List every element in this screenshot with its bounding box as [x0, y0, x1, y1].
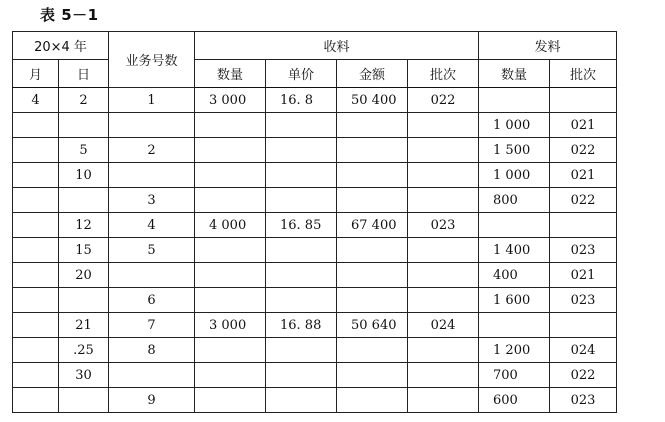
month-cell	[13, 138, 59, 163]
txn-number-cell	[109, 113, 195, 138]
receipt-price-cell	[266, 188, 337, 213]
issue-qty-cell: 700	[479, 363, 550, 388]
issue-batch-cell: 023	[550, 238, 617, 263]
month-cell	[13, 313, 59, 338]
receipt-amount-cell	[337, 288, 408, 313]
day-cell: 5	[59, 138, 109, 163]
receipt-amount-cell	[337, 388, 408, 413]
ledger-body	[13, 88, 617, 413]
txn-number-cell	[109, 163, 195, 188]
issue-qty-cell: 1 000	[479, 113, 550, 138]
receipt-qty-cell	[195, 163, 266, 188]
table-row	[13, 213, 617, 238]
receipt-price-cell	[266, 163, 337, 188]
day-cell: 21	[59, 313, 109, 338]
txn-number-cell	[109, 363, 195, 388]
issue-batch-cell: 021	[550, 163, 617, 188]
issue-batch-cell: 022	[550, 363, 617, 388]
day-cell	[59, 288, 109, 313]
receipt-batch-cell	[408, 163, 479, 188]
receipt-batch-cell	[408, 113, 479, 138]
month-cell	[13, 163, 59, 188]
txn-number-cell: 6	[109, 288, 195, 313]
receipt-batch-cell: 022	[408, 88, 479, 113]
receipt-amount-cell	[337, 363, 408, 388]
issue-qty-cell: 800	[479, 188, 550, 213]
txn-number-cell	[109, 263, 195, 288]
txn-number-cell: 8	[109, 338, 195, 363]
issue-qty-header: 数量	[479, 60, 550, 88]
txn-number-cell: 5	[109, 238, 195, 263]
receipt-batch-cell	[408, 238, 479, 263]
receipt-price-cell	[266, 288, 337, 313]
receipt-qty-cell	[195, 188, 266, 213]
receipt-batch-cell: 024	[408, 313, 479, 338]
receipt-batch-cell	[408, 263, 479, 288]
receipt-price-cell	[266, 363, 337, 388]
issue-qty-cell	[479, 88, 550, 113]
table-row	[13, 163, 617, 188]
receipt-qty-cell: 4 000	[195, 213, 266, 238]
receipt-price-cell: 16. 8	[266, 88, 337, 113]
table-row	[13, 88, 617, 113]
month-cell	[13, 238, 59, 263]
issue-qty-cell: 1 200	[479, 338, 550, 363]
txn-number-cell: 9	[109, 388, 195, 413]
txn-number-cell: 2	[109, 138, 195, 163]
issue-qty-cell: 1 000	[479, 163, 550, 188]
receipt-amount-cell: 50 640	[337, 313, 408, 338]
table-row	[13, 338, 617, 363]
receipt-batch-cell	[408, 363, 479, 388]
issue-batch-cell: 023	[550, 388, 617, 413]
issue-batch-cell: 023	[550, 288, 617, 313]
receipt-amount-cell: 67 400	[337, 213, 408, 238]
material-ledger-table	[12, 31, 617, 413]
receipt-qty-cell	[195, 263, 266, 288]
txn-number-cell: 1	[109, 88, 195, 113]
receipt-price-cell	[266, 388, 337, 413]
issues-header: 发料	[479, 32, 617, 60]
issue-batch-cell: 022	[550, 188, 617, 213]
issue-batch-cell	[550, 213, 617, 238]
receipt-price-cell	[266, 338, 337, 363]
receipt-price-cell: 16. 85	[266, 213, 337, 238]
txn-number-cell: 4	[109, 213, 195, 238]
issue-batch-cell: 024	[550, 338, 617, 363]
receipt-batch-cell	[408, 388, 479, 413]
receipt-price-cell: 16. 88	[266, 313, 337, 338]
table-row	[13, 188, 617, 213]
receipt-amount-cell: 50 400	[337, 88, 408, 113]
month-cell	[13, 338, 59, 363]
receipt-price-cell	[266, 138, 337, 163]
receipts-header: 收料	[195, 32, 479, 60]
receipt-batch-cell	[408, 288, 479, 313]
receipt-batch-header: 批次	[408, 60, 479, 88]
table-row	[13, 238, 617, 263]
month-cell	[13, 263, 59, 288]
day-cell	[59, 113, 109, 138]
table-row	[13, 263, 617, 288]
receipt-price-cell	[266, 263, 337, 288]
table-row	[13, 313, 617, 338]
issue-batch-cell: 021	[550, 263, 617, 288]
receipt-price-header: 单价	[266, 60, 337, 88]
receipt-qty-cell	[195, 288, 266, 313]
receipt-qty-cell	[195, 338, 266, 363]
txn-number-cell: 3	[109, 188, 195, 213]
issue-batch-cell: 022	[550, 138, 617, 163]
receipt-qty-cell	[195, 138, 266, 163]
receipt-batch-cell	[408, 338, 479, 363]
month-header: 月	[13, 60, 59, 88]
month-cell	[13, 113, 59, 138]
table-row	[13, 138, 617, 163]
issue-qty-cell	[479, 213, 550, 238]
receipt-batch-cell: 023	[408, 213, 479, 238]
month-cell	[13, 363, 59, 388]
day-cell	[59, 388, 109, 413]
receipt-qty-header: 数量	[195, 60, 266, 88]
txn-number-header: 业务号数	[109, 32, 195, 88]
receipt-qty-cell: 3 000	[195, 88, 266, 113]
issue-qty-cell	[479, 313, 550, 338]
issue-qty-cell: 1 400	[479, 238, 550, 263]
day-header: 日	[59, 60, 109, 88]
issue-batch-cell	[550, 88, 617, 113]
table-row	[13, 113, 617, 138]
issue-batch-cell: 021	[550, 113, 617, 138]
day-cell: 12	[59, 213, 109, 238]
table-row	[13, 388, 617, 413]
receipt-batch-cell	[408, 188, 479, 213]
table-row	[13, 363, 617, 388]
receipt-price-cell	[266, 113, 337, 138]
day-cell	[59, 188, 109, 213]
issue-batch-cell	[550, 313, 617, 338]
day-cell: 15	[59, 238, 109, 263]
day-cell: 2	[59, 88, 109, 113]
month-cell	[13, 188, 59, 213]
day-cell: 30	[59, 363, 109, 388]
day-cell: 10	[59, 163, 109, 188]
day-cell: .25	[59, 338, 109, 363]
month-cell	[13, 288, 59, 313]
receipt-amount-cell	[337, 163, 408, 188]
receipt-amount-cell	[337, 238, 408, 263]
receipt-price-cell	[266, 238, 337, 263]
day-cell: 20	[59, 263, 109, 288]
receipt-qty-cell	[195, 238, 266, 263]
receipt-amount-header: 金额	[337, 60, 408, 88]
receipt-amount-cell	[337, 188, 408, 213]
issue-qty-cell: 400	[479, 263, 550, 288]
month-cell	[13, 213, 59, 238]
issue-qty-cell: 600	[479, 388, 550, 413]
receipt-qty-cell	[195, 363, 266, 388]
table-row	[13, 288, 617, 313]
receipt-qty-cell	[195, 388, 266, 413]
table-caption: 表 5－1	[40, 6, 99, 24]
month-cell: 4	[13, 88, 59, 113]
issue-batch-header: 批次	[550, 60, 617, 88]
receipt-amount-cell	[337, 338, 408, 363]
receipt-qty-cell: 3 000	[195, 313, 266, 338]
receipt-qty-cell	[195, 113, 266, 138]
receipt-amount-cell	[337, 263, 408, 288]
issue-qty-cell: 1 600	[479, 288, 550, 313]
receipt-amount-cell	[337, 138, 408, 163]
issue-qty-cell: 1 500	[479, 138, 550, 163]
receipt-batch-cell	[408, 138, 479, 163]
txn-number-cell: 7	[109, 313, 195, 338]
year-header: 20×4 年	[13, 32, 109, 60]
month-cell	[13, 388, 59, 413]
receipt-amount-cell	[337, 113, 408, 138]
